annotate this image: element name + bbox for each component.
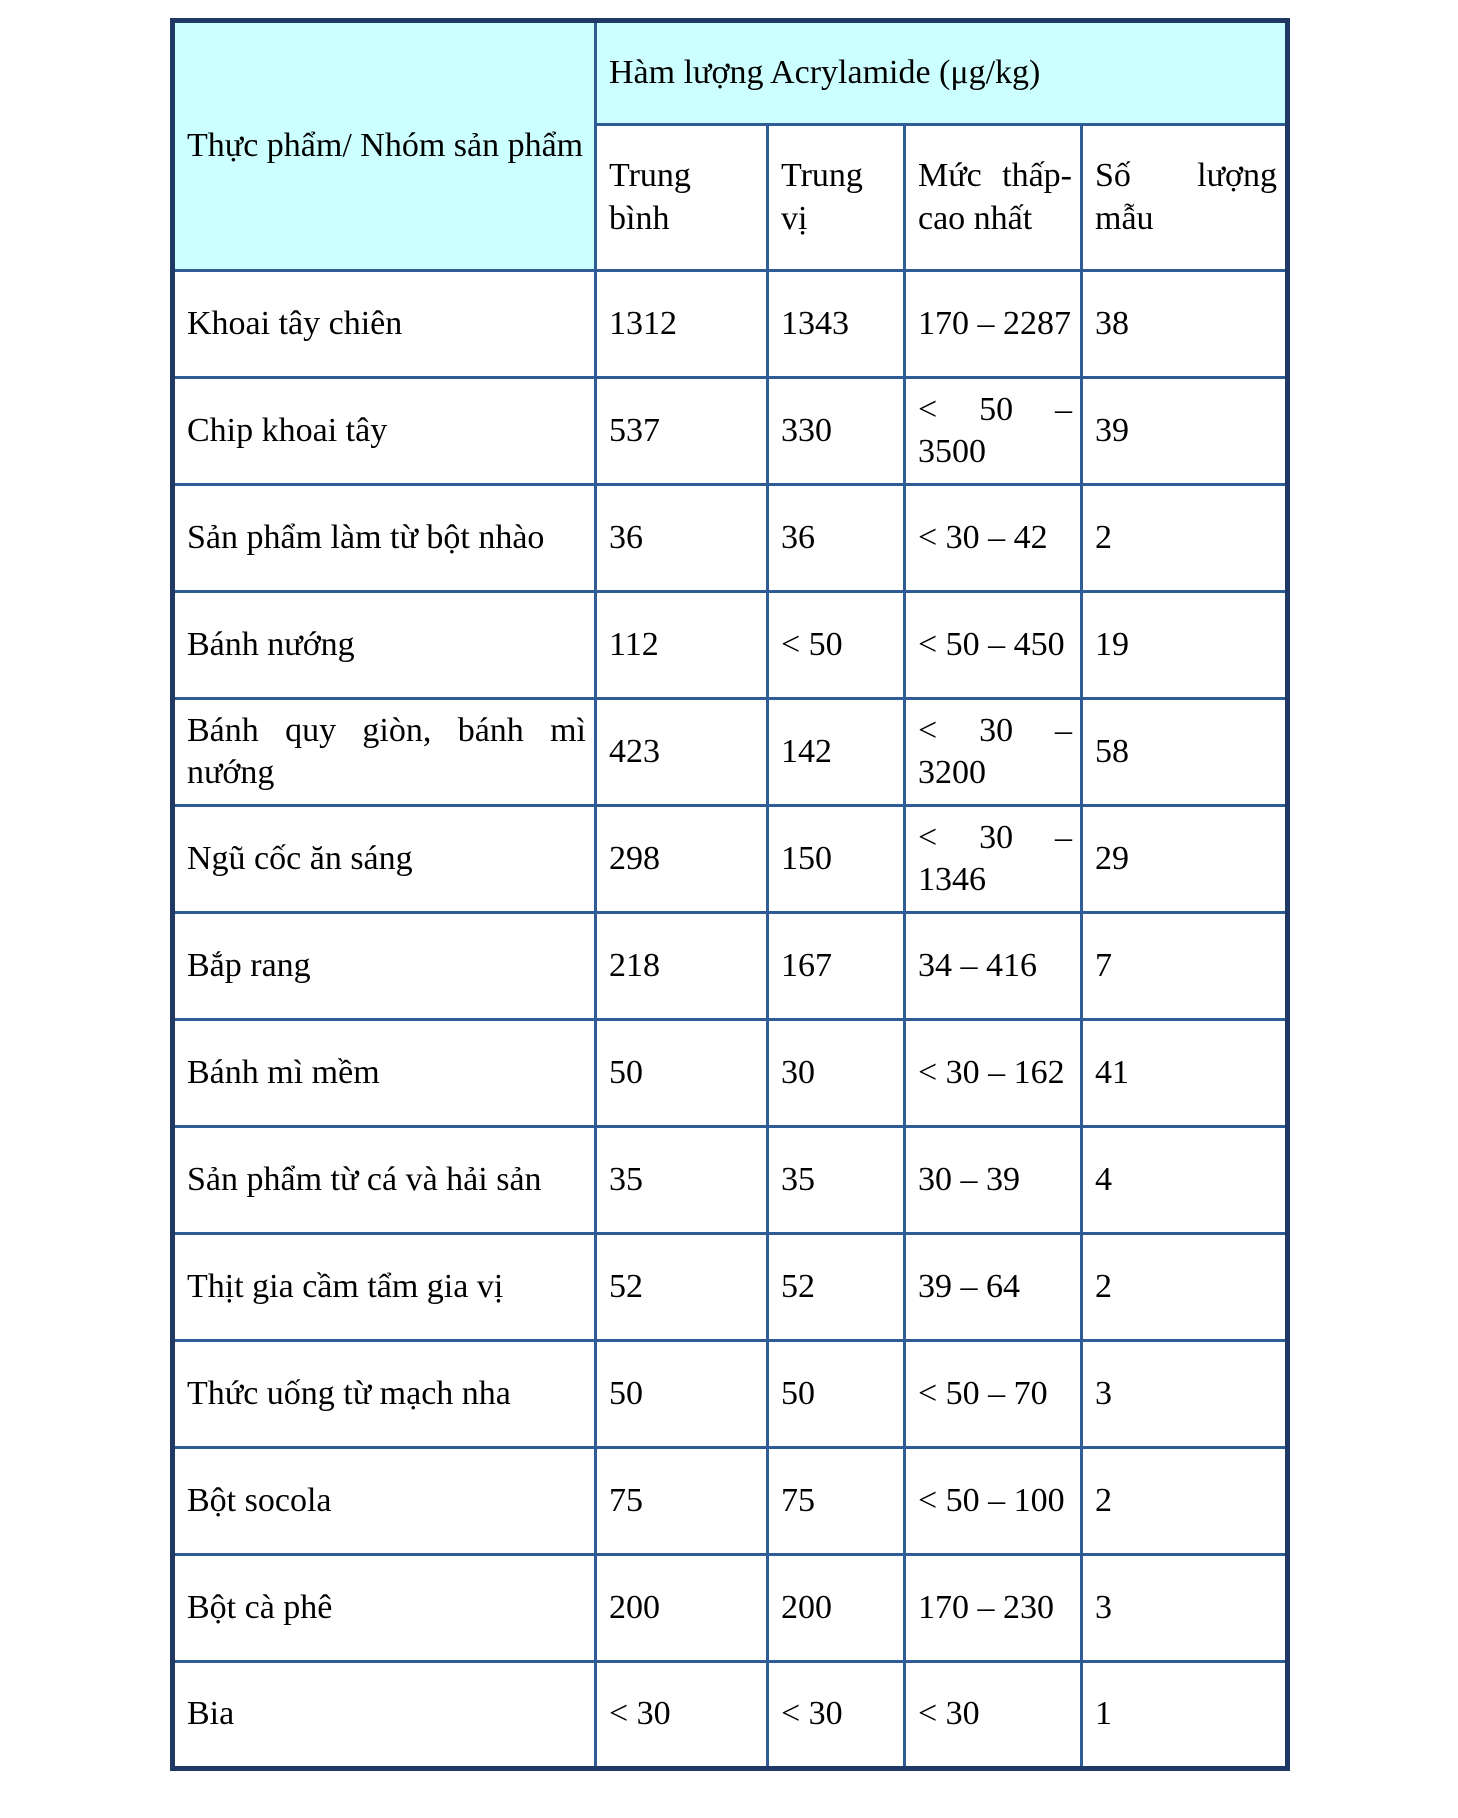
cell-median: 52	[768, 1234, 905, 1341]
cell-range: < 30 – 42	[905, 485, 1082, 592]
cell-food-name: Bánh mì mềm	[173, 1020, 596, 1127]
cell-food-name: Chip khoai tây	[173, 378, 596, 485]
table-row	[173, 1448, 1288, 1555]
table-row	[173, 1234, 1288, 1341]
cell-food-name: Thịt gia cầm tẩm gia vị	[173, 1234, 596, 1341]
table-row	[173, 271, 1288, 378]
cell-food-name: Khoai tây chiên	[173, 271, 596, 378]
acrylamide-content-table	[170, 18, 1290, 1771]
cell-range: < 30 – 1346	[905, 806, 1082, 913]
cell-sample-count: 4	[1082, 1127, 1288, 1234]
table-body	[173, 271, 1288, 1769]
column-header-acrylamide-content: Hàm lượng Acrylamide (μg/kg)	[596, 21, 1288, 125]
cell-range: 170 – 2287	[905, 271, 1082, 378]
cell-median: 150	[768, 806, 905, 913]
group-header-row	[173, 21, 1288, 125]
cell-food-name: Bánh nướng	[173, 592, 596, 699]
cell-sample-count: 38	[1082, 271, 1288, 378]
cell-median: 142	[768, 699, 905, 806]
cell-range: 30 – 39	[905, 1127, 1082, 1234]
cell-mean: 298	[596, 806, 768, 913]
cell-food-name: Sản phẩm từ cá và hải sản	[173, 1127, 596, 1234]
cell-sample-count: 39	[1082, 378, 1288, 485]
table-row	[173, 592, 1288, 699]
cell-range: 39 – 64	[905, 1234, 1082, 1341]
table-row	[173, 1020, 1288, 1127]
cell-range: 170 – 230	[905, 1555, 1082, 1662]
cell-median: 75	[768, 1448, 905, 1555]
cell-median: 35	[768, 1127, 905, 1234]
table-row	[173, 485, 1288, 592]
cell-median: 200	[768, 1555, 905, 1662]
cell-range: 34 – 416	[905, 913, 1082, 1020]
table-row	[173, 378, 1288, 485]
cell-mean: 52	[596, 1234, 768, 1341]
cell-range: < 50 – 3500	[905, 378, 1082, 485]
cell-median: 50	[768, 1341, 905, 1448]
cell-mean: 75	[596, 1448, 768, 1555]
cell-median: < 30	[768, 1662, 905, 1769]
table-row	[173, 1662, 1288, 1769]
cell-sample-count: 2	[1082, 1234, 1288, 1341]
cell-mean: 218	[596, 913, 768, 1020]
cell-sample-count: 29	[1082, 806, 1288, 913]
cell-mean: 537	[596, 378, 768, 485]
column-header-food-group: Thực phẩm/ Nhóm sản phẩm	[173, 21, 596, 271]
cell-food-name: Bột socola	[173, 1448, 596, 1555]
cell-median: 167	[768, 913, 905, 1020]
cell-sample-count: 2	[1082, 1448, 1288, 1555]
cell-mean: 200	[596, 1555, 768, 1662]
cell-range: < 50 – 70	[905, 1341, 1082, 1448]
table-row	[173, 699, 1288, 806]
cell-median: 330	[768, 378, 905, 485]
cell-mean: 36	[596, 485, 768, 592]
table-row	[173, 1555, 1288, 1662]
cell-range: < 30 – 162	[905, 1020, 1082, 1127]
cell-sample-count: 41	[1082, 1020, 1288, 1127]
table-row	[173, 1341, 1288, 1448]
column-header-median: Trung vị	[768, 125, 905, 271]
cell-food-name: Bánh quy giòn, bánh mì nướng	[173, 699, 596, 806]
cell-food-name: Ngũ cốc ăn sáng	[173, 806, 596, 913]
table-row	[173, 806, 1288, 913]
cell-sample-count: 3	[1082, 1341, 1288, 1448]
cell-sample-count: 58	[1082, 699, 1288, 806]
column-header-range: Mức thấp-cao nhất	[905, 125, 1082, 271]
cell-food-name: Sản phẩm làm từ bột nhào	[173, 485, 596, 592]
cell-range: < 50 – 100	[905, 1448, 1082, 1555]
cell-range: < 50 – 450	[905, 592, 1082, 699]
cell-food-name: Bắp rang	[173, 913, 596, 1020]
table-row	[173, 1127, 1288, 1234]
cell-food-name: Thức uống từ mạch nha	[173, 1341, 596, 1448]
cell-median: 30	[768, 1020, 905, 1127]
column-header-sample-count: Số lượng mẫu	[1082, 125, 1288, 271]
column-header-mean: Trung bình	[596, 125, 768, 271]
cell-range: < 30	[905, 1662, 1082, 1769]
cell-sample-count: 1	[1082, 1662, 1288, 1769]
cell-median: 1343	[768, 271, 905, 378]
cell-food-name: Bia	[173, 1662, 596, 1769]
cell-food-name: Bột cà phê	[173, 1555, 596, 1662]
cell-sample-count: 7	[1082, 913, 1288, 1020]
cell-mean: 112	[596, 592, 768, 699]
cell-range: < 30 – 3200	[905, 699, 1082, 806]
cell-median: < 50	[768, 592, 905, 699]
cell-mean: 35	[596, 1127, 768, 1234]
cell-mean: 1312	[596, 271, 768, 378]
cell-mean: 50	[596, 1341, 768, 1448]
cell-median: 36	[768, 485, 905, 592]
cell-mean: 423	[596, 699, 768, 806]
cell-mean: 50	[596, 1020, 768, 1127]
cell-sample-count: 2	[1082, 485, 1288, 592]
cell-sample-count: 3	[1082, 1555, 1288, 1662]
table-row	[173, 913, 1288, 1020]
cell-mean: < 30	[596, 1662, 768, 1769]
cell-sample-count: 19	[1082, 592, 1288, 699]
